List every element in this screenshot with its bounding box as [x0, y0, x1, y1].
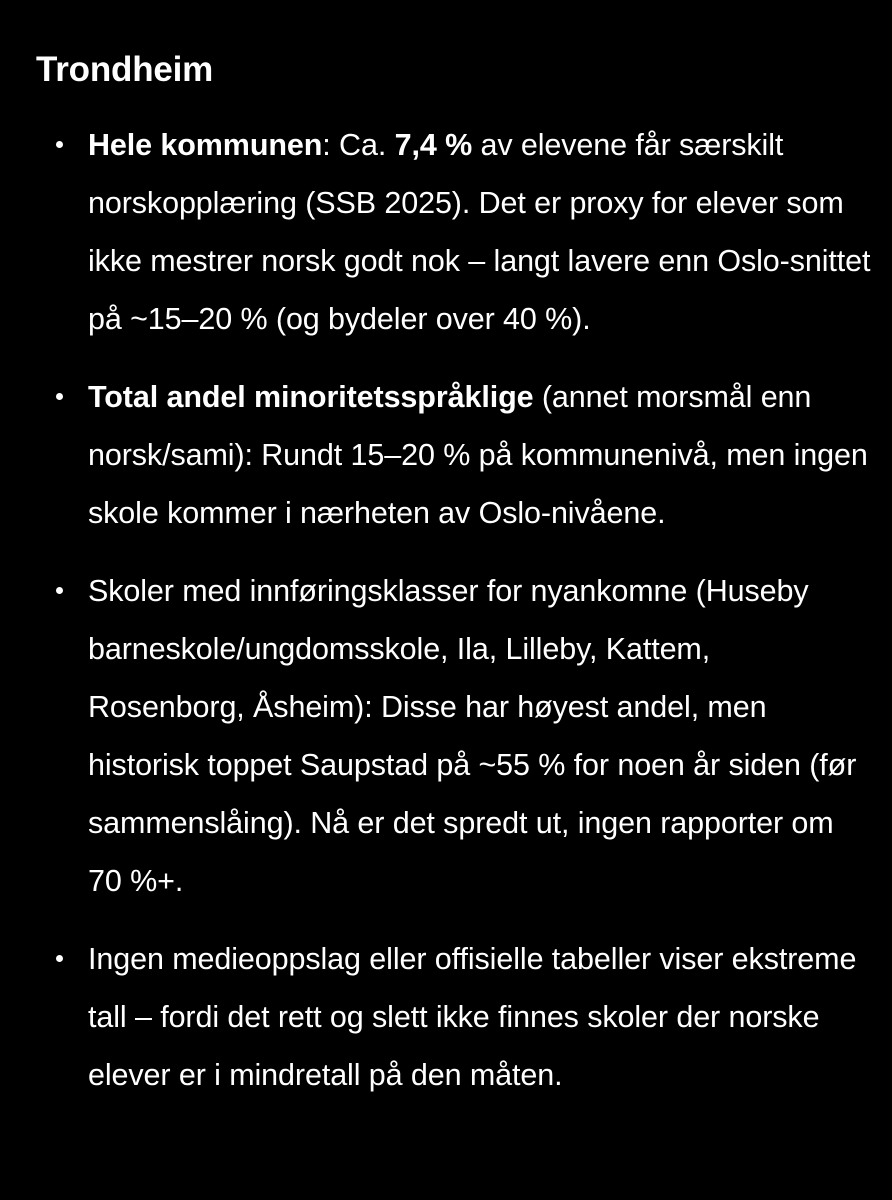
list-item	[36, 368, 872, 542]
section-heading: Trondheim	[36, 50, 214, 89]
bold-text: Hele kommunen	[88, 128, 323, 162]
bullet-list	[36, 116, 872, 1104]
bold-text: Total andel minoritetsspråklige	[88, 380, 534, 414]
bullet-dot-icon	[56, 141, 63, 148]
body-text: Skoler med innføringsklasser for nyankomne (Huseby barneskole/ungdomsskole, Ila, Lilleby, Kattem, Rosenborg, Åsheim): Disse har høyest andel, men historisk toppet Saupstad på ~55 % for noen år siden (før sammenslåing). Nå er det spredt ut, ingen rapporter om 70 %+.	[88, 574, 857, 898]
body-text: : Ca.	[322, 128, 395, 162]
body-text: (annet morsmål enn norsk/sami): Rundt 15–20 % på kommunenivå, men ingen skole kommer i nærheten av Oslo-nivåene.	[88, 380, 868, 530]
bold-text: 7,4 %	[394, 128, 473, 162]
list-item	[36, 116, 872, 348]
bullet-dot-icon	[56, 955, 63, 962]
list-item	[36, 930, 872, 1104]
list-item	[36, 562, 872, 910]
bullet-dot-icon	[56, 393, 63, 400]
bullet-dot-icon	[56, 587, 63, 594]
body-text: av elevene får særskilt norskopplæring (SSB 2025). Det er proxy for elever som ikke mestrer norsk godt nok – langt lavere enn Oslo-snittet på ~15–20 % (og bydeler over 40 %).	[88, 128, 871, 336]
body-text: Ingen medieoppslag eller offisielle tabeller viser ekstreme tall – fordi det rett og slett ikke finnes skoler der norske elever er i mindretall på den måten.	[88, 942, 857, 1092]
